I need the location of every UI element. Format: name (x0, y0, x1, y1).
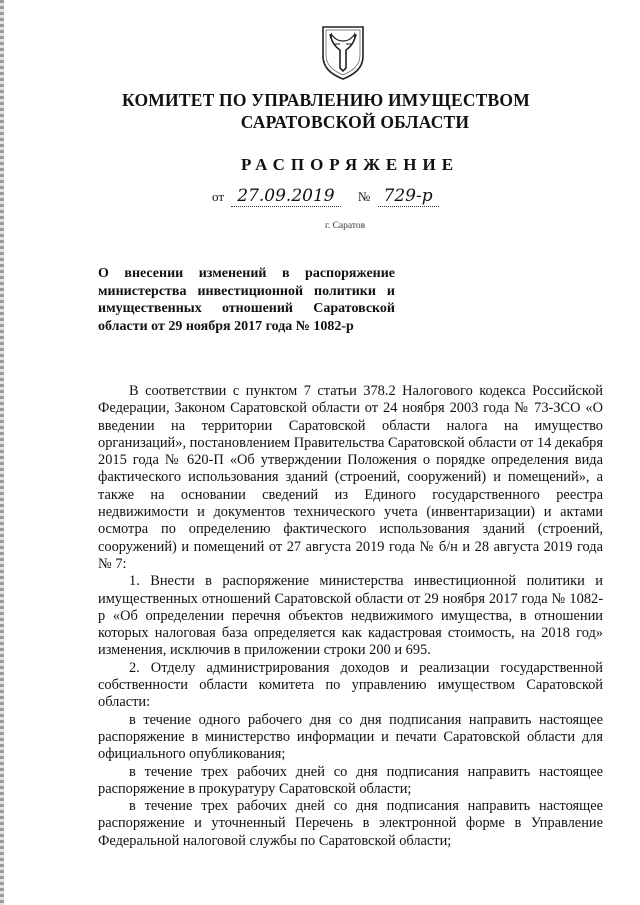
organization-name-line1: КОМИТЕТ ПО УПРАВЛЕНИЮ ИМУЩЕСТВОМ (122, 90, 530, 110)
clause-2-paragraph: 2. Отделу администрирования доходов и реализации государственной собственности области комитета по управлению имуществом Саратовской области: (98, 659, 603, 711)
date-number-line (208, 186, 439, 207)
handwritten-date: 27.09.2019 (231, 186, 340, 207)
date-prefix: от (212, 189, 225, 204)
handwritten-number: 729-р (378, 186, 439, 207)
city-label: г. Саратов (325, 221, 366, 231)
document-body (98, 383, 603, 850)
instruction-paragraph: в течение трех рабочих дней со дня подписания направить настоящее распоряжение и уточненный Перечень в электронной форме в Управление Федеральной налоговой службы по Саратовской области; (98, 798, 603, 849)
document-subject: О внесении изменений в распоряжение министерства инвестиционной политики и имущественных отношений Саратовской области от 29 ноября 2017 года № 1082-р (98, 266, 395, 334)
instruction-paragraph: в течение одного рабочего дня со дня подписания направить настоящее распоряжение в министерство информации и печати Саратовской области для официального опубликования; (98, 711, 603, 763)
clause-1-paragraph: 1. Внести в распоряжение министерства инвестиционной политики и имущественных отношений Саратовской области от 29 ноября 2017 года № 1082-р «Об определении перечня объектов недвижимого имущества, в отношении которых налоговая база определяется как кадастровая стоимость, на 2018 год» изменения, исключив в приложении строки 200 и 695. (98, 573, 603, 659)
preamble-paragraph: В соответствии с пунктом 7 статьи 378.2 Налогового кодекса Российской Федерации, Законом Саратовской области от 24 ноября 2003 года № 73-ЗСО «О введении на территории Саратовской области налога на имущество организаций», постановлением Правительства Саратовской области от 14 декабря 2015 года № 620-П «Об утверждении Положения о порядке определения вида фактического использования зданий (строений, сооружений) и помещений», а также на основании сведений из Единого государственного реестра недвижимости и документов технического учета (инвентаризации) и актами осмотра по определению фактического использования зданий (строений, сооружений) и помещений от 27 августа 2019 года № б/н и 28 августа 2019 года № 7: (98, 383, 603, 572)
organization-name-line2: САРАТОВСКОЙ ОБЛАСТИ (240, 112, 470, 132)
coat-of-arms-icon (320, 24, 366, 80)
number-prefix: № (357, 189, 371, 204)
instruction-paragraph: в течение трех рабочих дней со дня подписания направить настоящее распоряжение в прокуратуру Саратовской области; (98, 763, 603, 797)
scan-edge (0, 0, 4, 905)
document-type-title: РАСПОРЯЖЕНИЕ (240, 155, 460, 174)
